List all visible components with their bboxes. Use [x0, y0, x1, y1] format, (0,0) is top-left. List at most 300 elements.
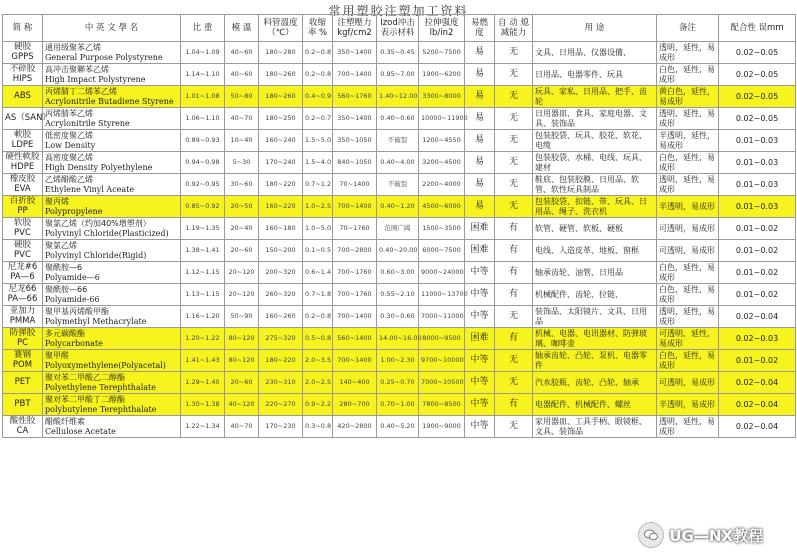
fit-tolerance-cell: 0.01~0.03 — [719, 152, 796, 174]
fit-tolerance-cell: 0.01~0.03 — [719, 174, 796, 196]
note-cell: 透明，延性，易成形 — [657, 174, 719, 196]
abbr-line: 硬性軟胶 — [5, 151, 40, 162]
izod-cell: 0.55~2.10 — [377, 284, 419, 306]
specific-gravity-cell: 1.16~1.20 — [181, 306, 225, 328]
column-header: 中 英 文 學 名 — [43, 15, 181, 42]
abbr-cell — [3, 328, 43, 350]
self-extinguish-cell: 无 — [495, 130, 533, 152]
barrel-temp-cell: 180~220 — [259, 174, 303, 196]
use-cell: 包装胶袋、玩具、胶花、软花、电缆 — [533, 130, 657, 152]
column-header: 易燃度 — [465, 15, 495, 42]
abbr-cell — [3, 372, 43, 394]
tensile-cell: 3200~4500 — [419, 152, 465, 174]
flammability-cell: 中等 — [465, 262, 495, 284]
pressure-cell: 350~1050 — [333, 130, 377, 152]
flammability-cell: 中等 — [465, 372, 495, 394]
note-cell: 透明，延性，易成形 — [657, 416, 719, 438]
abbr-line: PP — [17, 205, 28, 216]
chinese-name: 多元碳酸酯 — [45, 328, 85, 338]
tensile-cell: 2200~4000 — [419, 174, 465, 196]
english-name: Polyvinyl Chloride(Rigid) — [45, 250, 147, 260]
mold-temp-cell: 10~40 — [225, 130, 259, 152]
tensile-cell: 10000~11900 — [419, 108, 465, 130]
name-cell — [43, 372, 181, 394]
column-header: 拉伸强度 lb/in2 — [419, 15, 465, 42]
specific-gravity-cell: 1.04~1.09 — [181, 42, 225, 64]
pressure-cell: 700~1400 — [333, 64, 377, 86]
mold-temp-cell: 50~80 — [225, 86, 259, 108]
flammability-cell: 中等 — [465, 416, 495, 438]
flammability-cell: 易 — [465, 174, 495, 196]
chinese-name: 聚氯乙烯（约加40%增塑剂） — [45, 218, 151, 228]
chinese-name: 聚酰胺—6 — [45, 262, 83, 272]
english-name: Polycarbonate — [45, 338, 103, 348]
flammability-cell: 中等 — [465, 284, 495, 306]
english-name: Acrylonitrile Styrene — [45, 118, 130, 128]
mold-temp-cell: 5~30 — [225, 152, 259, 174]
header-row — [3, 15, 796, 42]
specific-gravity-cell: 1.19~1.35 — [181, 218, 225, 240]
specific-gravity-cell: 0.85~0.92 — [181, 196, 225, 218]
name-cell — [43, 306, 181, 328]
shrinkage-cell: 0.2~0.8 — [303, 42, 333, 64]
note-cell: 半透明，延性，易成形 — [657, 130, 719, 152]
barrel-temp-cell: 180~220 — [259, 350, 303, 372]
fit-tolerance-cell: 0.02~0.05 — [719, 108, 796, 130]
fit-tolerance-cell: 0.01~0.02 — [719, 262, 796, 284]
tensile-cell: 6000~7500 — [419, 240, 465, 262]
column-header: 备注 — [657, 15, 719, 42]
pressure-cell: 560~1760 — [333, 86, 377, 108]
self-extinguish-cell: 有 — [495, 218, 533, 240]
mold-temp-cell: 20~120 — [225, 284, 259, 306]
abbr-line: 防弹胶 — [9, 327, 36, 338]
abbr-cell — [3, 416, 43, 438]
chinese-name: 丙烯腈丁二烯苯乙烯 — [45, 86, 117, 96]
self-extinguish-cell: 无 — [495, 174, 533, 196]
self-extinguish-cell: 无 — [495, 42, 533, 64]
izod-cell: 0.40~1.20 — [377, 196, 419, 218]
barrel-temp-cell: 150~200 — [259, 240, 303, 262]
mold-temp-cell: 20~60 — [225, 240, 259, 262]
pressure-cell: 280~700 — [333, 394, 377, 416]
english-name: Polyoxymethylene(Polyacetal) — [45, 360, 166, 370]
name-cell — [43, 218, 181, 240]
izod-cell: 0.25~0.70 — [377, 372, 419, 394]
name-cell — [43, 284, 181, 306]
fit-tolerance-cell: 0.02~0.05 — [719, 64, 796, 86]
abbr-cell — [3, 174, 43, 196]
column-header: 简 称 — [3, 15, 43, 42]
izod-cell: 0.40~4.00 — [377, 152, 419, 174]
barrel-temp-cell: 220~270 — [259, 394, 303, 416]
pressure-cell: 350~1400 — [333, 42, 377, 64]
abbr-line: AS（SAN） — [5, 112, 51, 123]
use-cell: 电线、人造皮革、地板、窗框 — [533, 240, 657, 262]
name-cell — [43, 262, 181, 284]
note-cell: 半透明，易成形 — [657, 196, 719, 218]
pressure-cell: 700~1400 — [333, 306, 377, 328]
note-cell: 黄白色，延性，易成形 — [657, 86, 719, 108]
shrinkage-cell: 0.5~0.8 — [303, 328, 333, 350]
tensile-cell: 8000~9500 — [419, 328, 465, 350]
page-title: 常用塑胶注塑加工资料 — [328, 4, 469, 18]
abbr-cell — [3, 130, 43, 152]
shrinkage-cell: 1.5~5.0 — [303, 130, 333, 152]
english-name: General Purpose Polystyrene — [45, 52, 163, 62]
pressure-cell: 700~1400 — [333, 350, 377, 372]
use-cell: 软管、硬管、软板、硬板 — [533, 218, 657, 240]
column-header: 注塑壓力 kgf/cm2 — [333, 15, 377, 42]
tensile-cell: 11000~13700 — [419, 284, 465, 306]
name-cell — [43, 416, 181, 438]
abbr-line: PBT — [14, 398, 31, 409]
note-cell: 可透明，易成形 — [657, 240, 719, 262]
mold-temp-cell: 40~60 — [225, 64, 259, 86]
english-name: Low Density — [45, 140, 96, 150]
chinese-name: 聚甲基丙烯酸甲酯 — [45, 306, 109, 316]
barrel-temp-cell: 170~230 — [259, 416, 303, 438]
abbr-line: 硬胶 — [13, 239, 31, 250]
mold-temp-cell: 40~120 — [225, 394, 259, 416]
specific-gravity-cell: 0.94~0.98 — [181, 152, 225, 174]
mold-temp-cell: 40~70 — [225, 416, 259, 438]
table-row — [3, 350, 796, 372]
english-name: Cellulose Acetate — [45, 426, 116, 436]
fit-tolerance-cell: 0.02~0.04 — [719, 372, 796, 394]
self-extinguish-cell: 无 — [495, 108, 533, 130]
use-cell: 日用器皿、食具、家庭电器、文具、装饰品 — [533, 108, 657, 130]
pressure-cell: 700~1760 — [333, 284, 377, 306]
watermark — [638, 522, 763, 548]
table-row — [3, 130, 796, 152]
chinese-name: 聚氯乙烯 — [45, 240, 77, 250]
flammability-cell: 易 — [465, 42, 495, 64]
chinese-name: 高密度聚乙烯 — [45, 152, 93, 162]
specific-gravity-cell: 1.30~1.38 — [181, 394, 225, 416]
izod-cell: 0.60~3.00 — [377, 262, 419, 284]
flammability-cell: 易 — [465, 64, 495, 86]
note-cell: 白色，延性，易成形 — [657, 350, 719, 372]
use-cell: 包装胶袋、扣链、带、玩具、日用品、绳子、洗衣机 — [533, 196, 657, 218]
abbr-line: HDPE — [10, 161, 35, 172]
barrel-temp-cell: 180~280 — [259, 42, 303, 64]
english-name: Polyamide-66 — [45, 294, 100, 304]
tensile-cell: 1900~6200 — [419, 64, 465, 86]
chinese-name: 聚酰胺—66 — [45, 284, 88, 294]
izod-cell: 0.35~0.45 — [377, 42, 419, 64]
chinese-name: 醋酸纤维素 — [45, 416, 85, 426]
shrinkage-cell: 2.0~2.5 — [303, 372, 333, 394]
abbr-line: PA—66 — [7, 293, 38, 304]
abbr-cell — [3, 108, 51, 130]
abbr-cell — [3, 284, 43, 306]
note-cell: 白色，延性，易成形 — [657, 284, 719, 306]
barrel-temp-cell: 275~320 — [259, 328, 303, 350]
plastics-table — [2, 14, 796, 438]
tensile-cell: 5200~7500 — [419, 42, 465, 64]
barrel-temp-cell: 180~250 — [259, 108, 303, 130]
specific-gravity-cell: 1.06~1.10 — [181, 108, 225, 130]
self-extinguish-cell: 有 — [495, 240, 533, 262]
self-extinguish-cell: 无 — [495, 416, 533, 438]
flammability-cell: 易 — [465, 196, 495, 218]
izod-cell: 14.00~16.00 — [377, 328, 419, 350]
abbr-line: PVC — [14, 227, 31, 238]
specific-gravity-cell: 0.92~0.95 — [181, 174, 225, 196]
abbr-line: PA—6 — [10, 271, 35, 282]
flammability-cell: 困难 — [465, 328, 495, 350]
name-cell — [43, 130, 181, 152]
flammability-cell: 易 — [465, 152, 495, 174]
fit-tolerance-cell: 0.01~0.02 — [719, 218, 796, 240]
table-row — [3, 328, 796, 350]
shrinkage-cell: 1.0~2.5 — [303, 196, 333, 218]
shrinkage-cell: 0.1~0.5 — [303, 240, 333, 262]
flammability-cell: 中等 — [465, 394, 495, 416]
english-name: Polyvinyl Chloride(Plasticized) — [45, 228, 169, 238]
abbr-line: 亚加力 — [9, 305, 36, 316]
shrinkage-cell: 0.7~1.8 — [303, 284, 333, 306]
column-header: 配合性 误mm — [719, 15, 796, 42]
specific-gravity-cell: 1.13~1.15 — [181, 284, 225, 306]
use-cell: 包装胶袋、水桶、电线、玩具、建材 — [533, 152, 657, 174]
barrel-temp-cell: 260~320 — [259, 284, 303, 306]
tensile-cell: 9000~24000 — [419, 262, 465, 284]
self-extinguish-cell: 无 — [495, 196, 533, 218]
abbr-cell — [3, 394, 43, 416]
abbr-line: 不碎胶 — [9, 63, 36, 74]
table-row — [3, 372, 796, 394]
izod-cell: 不破裂 — [377, 130, 419, 152]
use-cell: 电器配件、机械配件、螺丝 — [533, 394, 657, 416]
abbr-line: 尼龙66 — [8, 283, 37, 294]
abbr-cell — [3, 196, 43, 218]
table-row — [3, 196, 796, 218]
note-cell: 白色，延性，易成形 — [657, 262, 719, 284]
self-extinguish-cell: 无 — [495, 306, 533, 328]
abbr-line: GPPS — [11, 51, 34, 62]
fit-tolerance-cell: 0.02~0.04 — [719, 416, 796, 438]
note-cell: 透明，延性，易成形 — [657, 108, 719, 130]
abbr-cell — [3, 306, 43, 328]
shrinkage-cell: 2.0~3.5 — [303, 350, 333, 372]
barrel-temp-cell: 160~260 — [259, 306, 303, 328]
chinese-name: 聚甲醛 — [45, 350, 69, 360]
fit-tolerance-cell: 0.02~0.04 — [719, 394, 796, 416]
pressure-cell: 70~1760 — [333, 218, 377, 240]
tensile-cell: 7000~10500 — [419, 372, 465, 394]
english-name: Polyamide—6 — [45, 272, 100, 282]
izod-cell: 范围广阔 — [377, 218, 419, 240]
abbr-line: 橡皮胶 — [9, 173, 36, 184]
specific-gravity-cell: 1.41~1.43 — [181, 350, 225, 372]
english-name: Acrylonitrile Butadiene Styrene — [45, 96, 174, 106]
name-cell — [43, 328, 181, 350]
table-row — [3, 284, 796, 306]
chinese-name: 丙烯腈苯乙烯 — [45, 108, 93, 118]
self-extinguish-cell: 有 — [495, 262, 533, 284]
column-header: 模 溫 — [225, 15, 259, 42]
table-row — [3, 394, 796, 416]
mold-temp-cell: 50~90 — [225, 306, 259, 328]
shrinkage-cell: 0.2~0.8 — [303, 306, 333, 328]
abbr-cell — [3, 86, 43, 108]
flammability-cell: 困难 — [465, 218, 495, 240]
tensile-cell: 1500~3500 — [419, 218, 465, 240]
use-cell: 装饰品、太阳镜片、文具、日用品 — [533, 306, 657, 328]
abbr-cell — [3, 218, 43, 240]
barrel-temp-cell: 200~320 — [259, 262, 303, 284]
chinese-name: 通用级聚苯乙烯 — [45, 42, 101, 52]
shrinkage-cell: 0.2~0.8 — [303, 64, 333, 86]
note-cell: 透明，延性，易成形 — [657, 306, 719, 328]
abbr-line: PVC — [14, 249, 31, 260]
fit-tolerance-cell: 0.01~0.02 — [719, 350, 796, 372]
mold-temp-cell: 20~120 — [225, 262, 259, 284]
pressure-cell: 350~1400 — [333, 108, 377, 130]
english-name: High Impact Polystyrene — [45, 74, 146, 84]
flammability-cell: 易 — [465, 86, 495, 108]
abbr-line: PET — [14, 376, 31, 387]
use-cell: 家用器皿、工具手柄、眼镜框、文具、装饰品 — [533, 416, 657, 438]
wechat-icon — [638, 522, 664, 548]
tensile-cell: 7000~11000 — [419, 306, 465, 328]
mold-temp-cell: 20~40 — [225, 218, 259, 240]
name-cell — [43, 394, 181, 416]
barrel-temp-cell: 160~240 — [259, 130, 303, 152]
use-cell: 机械、电器、电讯器材、防弹玻璃、咖啡壶 — [533, 328, 657, 350]
mold-temp-cell: 40~60 — [225, 42, 259, 64]
note-cell: 可透明，易成形 — [657, 218, 719, 240]
mold-temp-cell: 80~120 — [225, 328, 259, 350]
shrinkage-cell: 0.7~1.2 — [303, 174, 333, 196]
izod-cell: 0.30~0.60 — [377, 306, 419, 328]
table-row — [3, 416, 796, 438]
specific-gravity-cell: 1.20~1.22 — [181, 328, 225, 350]
name-cell — [43, 350, 181, 372]
flammability-cell: 中等 — [465, 350, 495, 372]
specific-gravity-cell: 0.89~0.93 — [181, 130, 225, 152]
english-name: Polypropylene — [45, 206, 103, 216]
abbr-cell — [3, 42, 43, 64]
use-cell: 玩具、家私、日用品、把手、齿轮 — [533, 86, 657, 108]
izod-cell: 0.70~1.00 — [377, 394, 419, 416]
shrinkage-cell: 0.9~2.2 — [303, 394, 333, 416]
chinese-name: 聚丙烯 — [45, 196, 69, 206]
pressure-cell: 560~1400 — [333, 328, 377, 350]
barrel-temp-cell: 170~240 — [259, 152, 303, 174]
note-cell: 可透明，易成形 — [657, 372, 719, 394]
pressure-cell: 140~400 — [333, 372, 377, 394]
english-name: Ethylene Vinyl Aceate — [45, 184, 135, 194]
fit-tolerance-cell: 0.02~0.03 — [719, 328, 796, 350]
fit-tolerance-cell: 0.01~0.02 — [719, 240, 796, 262]
table-row — [3, 306, 796, 328]
tensile-cell: 9700~10000 — [419, 350, 465, 372]
english-name: polybutylene Terephthalate — [45, 404, 157, 414]
abbr-cell — [3, 64, 43, 86]
table-row — [3, 174, 796, 196]
chinese-name: 聚对苯二甲酸丁二醇酯 — [45, 394, 125, 404]
tensile-cell: 1200~4550 — [419, 130, 465, 152]
shrinkage-cell: 1.5~4.0 — [303, 152, 333, 174]
abbr-line: CA — [16, 425, 29, 436]
column-header: 自 动 熄减能力 — [495, 15, 533, 42]
mold-temp-cell: 30~60 — [225, 174, 259, 196]
tensile-cell: 7800~8500 — [419, 394, 465, 416]
abbr-line: 百折胶 — [9, 195, 36, 206]
abbr-line: PC — [16, 337, 29, 348]
abbr-line: ABS — [14, 90, 31, 101]
note-cell: 透明，延性，易成形 — [657, 42, 719, 64]
name-cell — [43, 152, 181, 174]
table-row — [3, 42, 796, 64]
abbr-line: 软胶 — [13, 217, 31, 228]
abbr-line: 軟胶 — [13, 129, 31, 140]
note-cell: 白色，延性，易成形 — [657, 152, 719, 174]
use-cell: 机械配件、齿轮、拉链、 — [533, 284, 657, 306]
abbr-line: POM — [12, 359, 33, 370]
flammability-cell: 易 — [465, 108, 495, 130]
use-cell: 汽水胶瓶、齿轮、凸轮、轴承 — [533, 372, 657, 394]
table-row — [3, 86, 796, 108]
flammability-cell: 易 — [465, 130, 495, 152]
pressure-cell: 700~2800 — [333, 240, 377, 262]
fit-tolerance-cell: 0.02~0.05 — [719, 42, 796, 64]
pressure-cell: 420~2800 — [333, 416, 377, 438]
specific-gravity-cell: 1.22~1.34 — [181, 416, 225, 438]
table-row — [3, 152, 796, 174]
pressure-cell: 700~1400 — [333, 196, 377, 218]
flammability-cell: 困难 — [465, 240, 495, 262]
chinese-name: 聚对苯二甲酸乙二醇酯 — [45, 372, 125, 382]
self-extinguish-cell: 有 — [495, 284, 533, 306]
specific-gravity-cell: 1.38~1.41 — [181, 240, 225, 262]
self-extinguish-cell: 无 — [495, 152, 533, 174]
abbr-line: HIPS — [12, 73, 33, 84]
flammability-cell: 中等 — [465, 306, 495, 328]
shrinkage-cell: 0.6~1.4 — [303, 262, 333, 284]
mold-temp-cell: 20~60 — [225, 372, 259, 394]
name-cell — [43, 64, 181, 86]
table-row — [3, 240, 796, 262]
note-cell: 白色，延性，易成形 — [657, 64, 719, 86]
table-row — [3, 64, 796, 86]
self-extinguish-cell: 无 — [495, 86, 533, 108]
abbr-line: 尼龙#6 — [7, 261, 38, 272]
tensile-cell: 4500~6000 — [419, 196, 465, 218]
izod-cell: 0.40~20.00 — [377, 240, 419, 262]
english-name: Polymethyl Methacrylate — [45, 316, 147, 326]
english-name: Polyethylene Terephthalate — [45, 382, 156, 392]
column-header: 料管溫度（℃） — [259, 15, 303, 42]
izod-cell: 0.95~7.00 — [377, 64, 419, 86]
note-cell: 半透明，易成形 — [657, 394, 719, 416]
chinese-name: 高冲击聚聯苯乙烯 — [45, 64, 109, 74]
self-extinguish-cell: 有 — [495, 394, 533, 416]
abbr-cell — [3, 350, 43, 372]
abbr-line: PMMA — [9, 315, 36, 326]
table-row — [3, 218, 796, 240]
izod-cell: 0.40~0.60 — [377, 108, 419, 130]
abbr-line: 赛钢 — [13, 349, 31, 360]
table-row — [3, 108, 796, 130]
pressure-cell: 840~1050 — [333, 152, 377, 174]
fit-tolerance-cell: 0.01~0.03 — [719, 130, 796, 152]
column-header: 收缩率 % — [303, 15, 333, 42]
abbr-line: 酸性胶 — [9, 415, 36, 426]
